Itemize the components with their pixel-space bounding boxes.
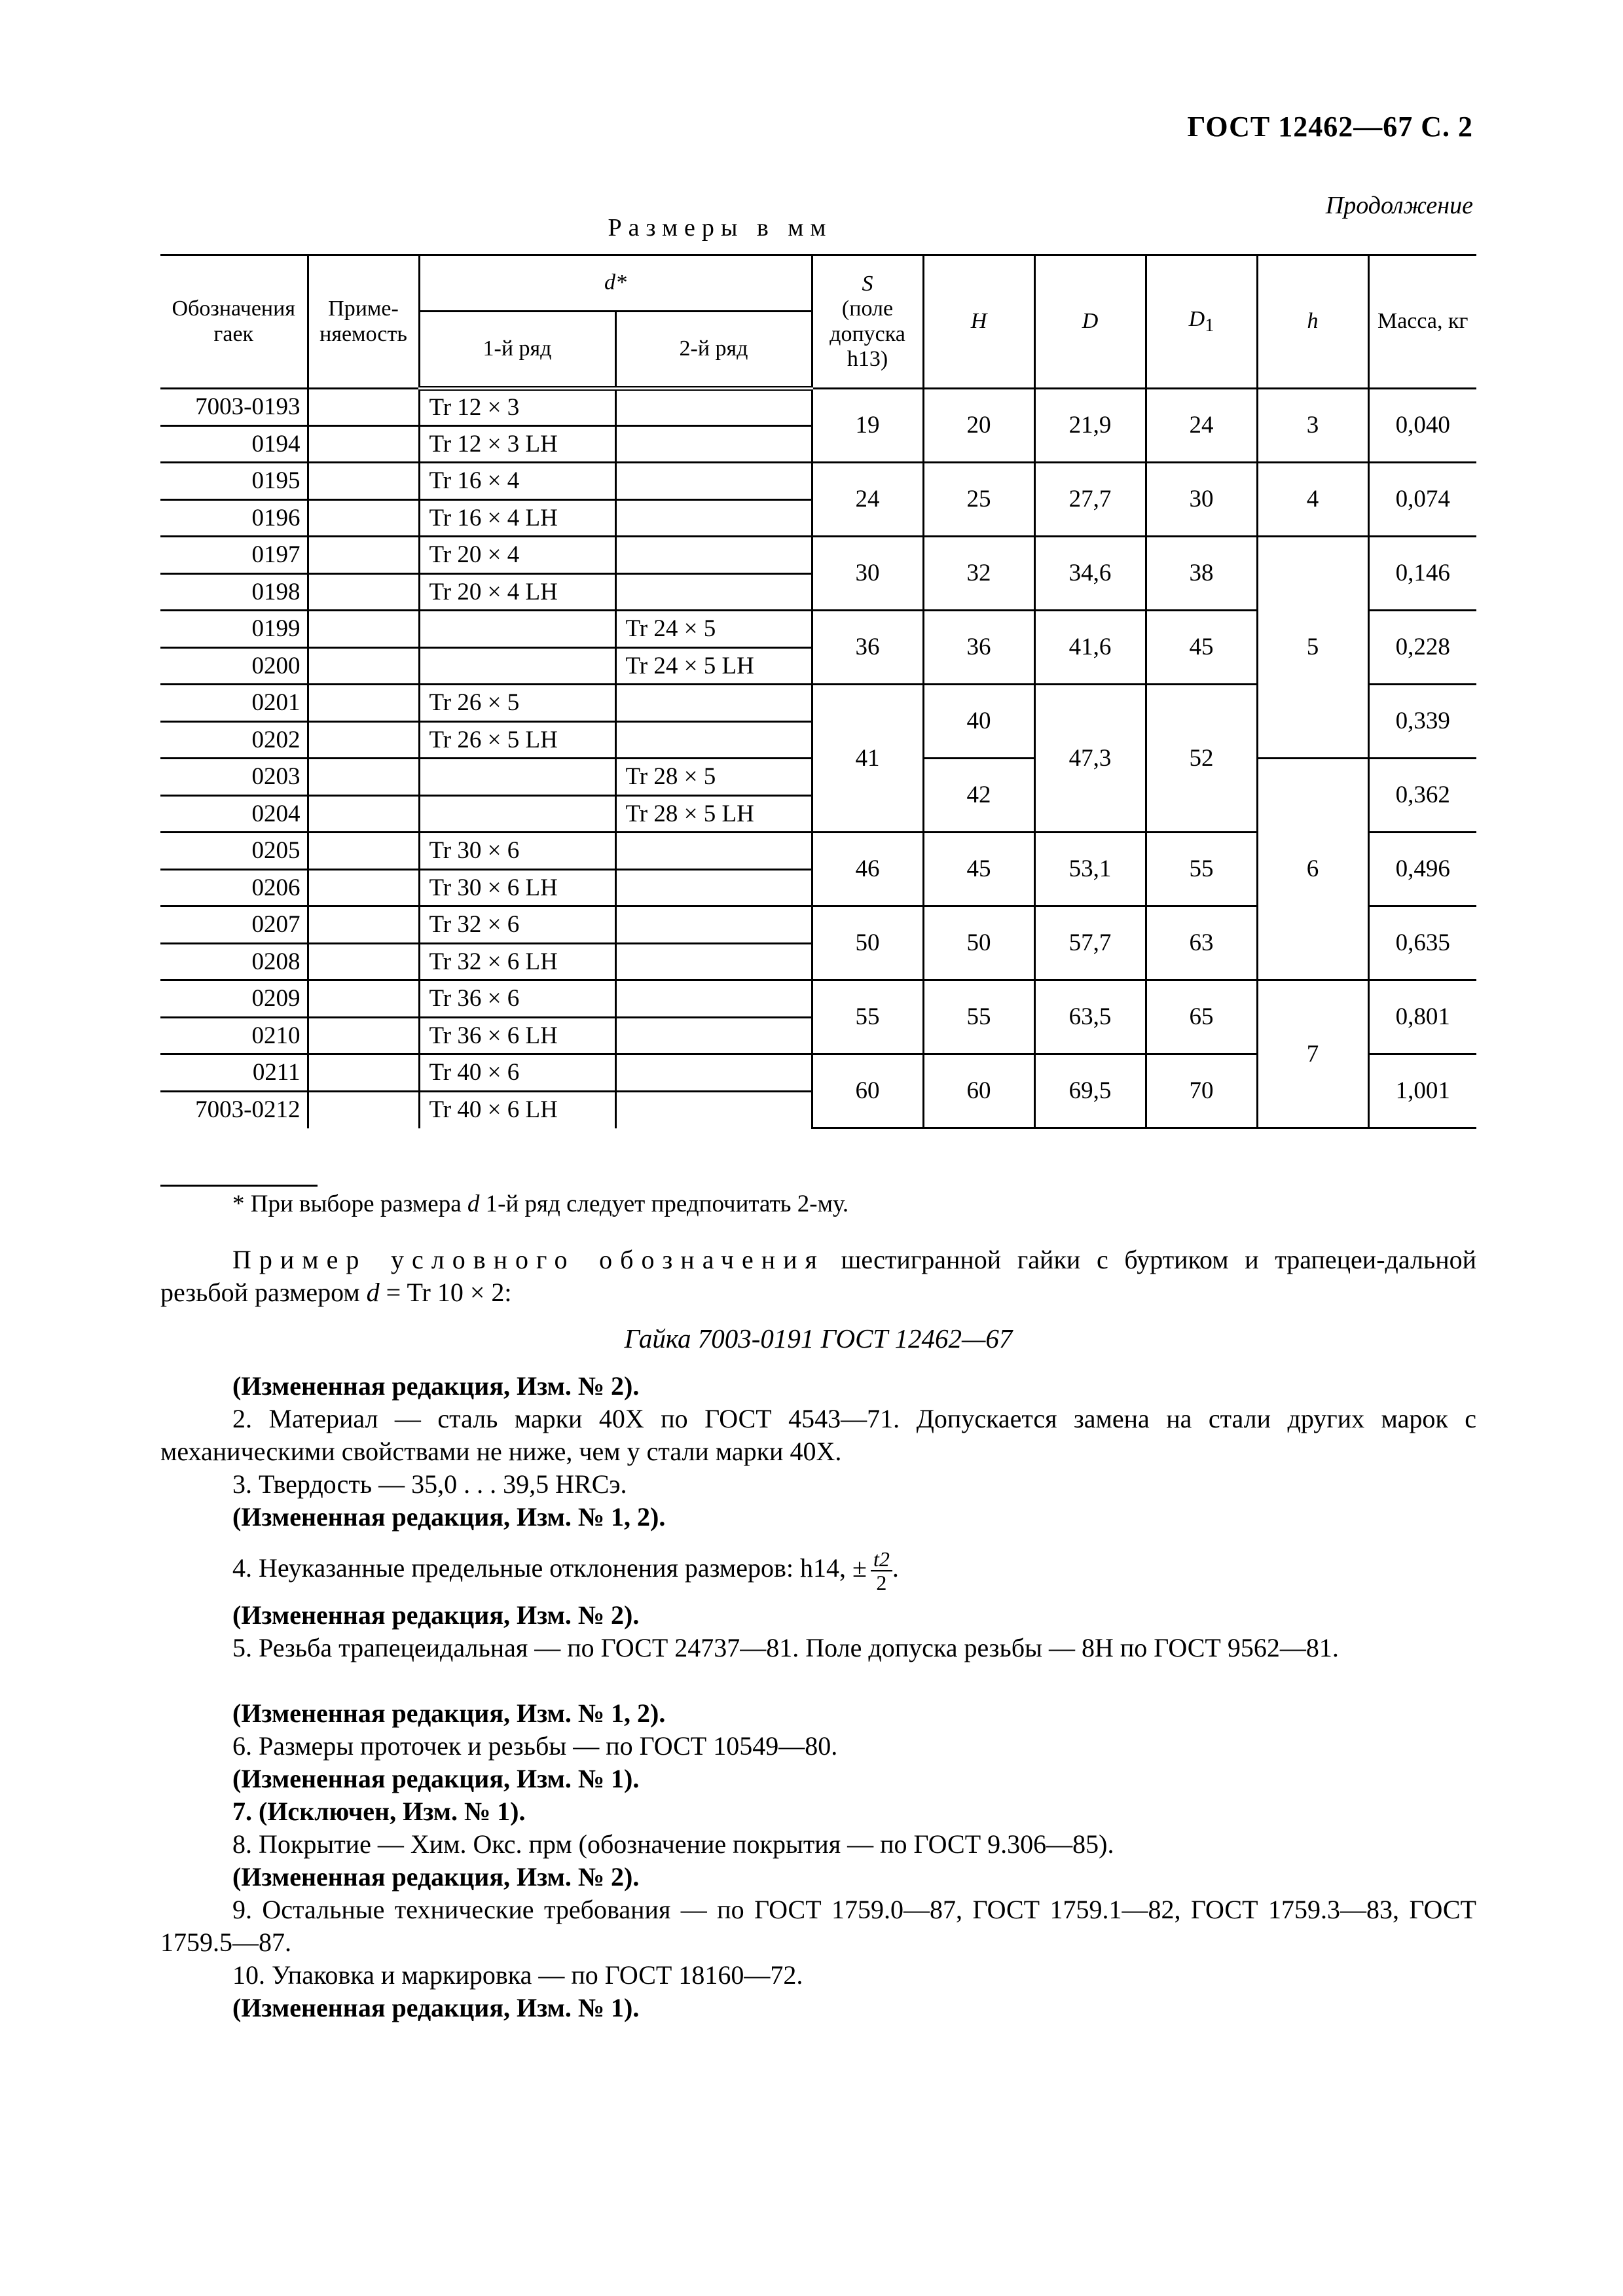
thread-row1-cell: Tr 12 × 3	[419, 389, 615, 426]
header-D1-symbol: D	[1188, 307, 1205, 332]
thread-row1-cell	[419, 795, 615, 833]
thread-row2-cell	[615, 389, 812, 426]
designation-cell: 0210	[160, 1017, 308, 1054]
designation-cell: 0200	[160, 647, 308, 685]
applicability-cell	[308, 721, 419, 759]
D-cell: 69,5	[1034, 1054, 1146, 1128]
designation-cell: 0194	[160, 425, 308, 463]
table-row	[160, 537, 1476, 574]
item-10: 10. Упаковка и маркировка — по ГОСТ 18160—72.	[232, 1960, 803, 1990]
header-designation: Обозначения гаек	[160, 255, 308, 389]
D-cell: 27,7	[1034, 463, 1146, 537]
thread-row2-cell	[615, 499, 812, 537]
example-text: шестигранной гайки с буртиком и трапецеи-дальной резьбой размером	[160, 1245, 1477, 1307]
mass-cell: 0,496	[1368, 833, 1476, 906]
thread-row1-cell: Tr 32 × 6 LH	[419, 943, 615, 980]
thread-row1-cell: Tr 32 × 6	[419, 906, 615, 944]
designation-cell: 0207	[160, 906, 308, 944]
s-cell: 24	[812, 463, 923, 537]
item-4	[232, 1548, 899, 1594]
thread-row2-cell: Tr 24 × 5	[615, 611, 812, 648]
designation-cell: 0196	[160, 499, 308, 537]
item-5: 5. Резьба трапецеидальная — по ГОСТ 24737—81. Поле допуска резьбы — 8H по ГОСТ 9562—81.	[232, 1633, 1339, 1662]
example-size: = Tr 10 × 2:	[386, 1278, 512, 1307]
thread-row1-cell: Tr 36 × 6 LH	[419, 1017, 615, 1054]
thread-row1-cell: Tr 30 × 6 LH	[419, 869, 615, 906]
item-9: 9. Остальные технические требования — по ГОСТ 1759.0—87, ГОСТ 1759.1—82, ГОСТ 1759.3—83, ГОСТ 1759.5—87.	[160, 1895, 1476, 1957]
fraction	[871, 1548, 892, 1594]
example-designation: Гайка 7003-0191 ГОСТ 12462—67	[624, 1323, 1013, 1354]
s-cell: 19	[812, 389, 923, 463]
mass-cell: 0,074	[1368, 463, 1476, 537]
thread-row1-cell: Tr 40 × 6	[419, 1054, 615, 1092]
thread-row2-cell	[615, 869, 812, 906]
edition-note: (Измененная редакция, Изм. № 1, 2).	[232, 1698, 666, 1728]
H-cell: 40	[923, 685, 1034, 759]
applicability-cell	[308, 1054, 419, 1092]
item-4-text: 4. Неуказанные предельные отклонения размеров: h14, ±	[232, 1553, 867, 1583]
thread-row2-cell: Tr 24 × 5 LH	[615, 647, 812, 685]
applicability-cell	[308, 795, 419, 833]
thread-row1-cell: Tr 40 × 6 LH	[419, 1091, 615, 1128]
thread-row2-cell	[615, 721, 812, 759]
H-cell: 55	[923, 980, 1034, 1054]
h-cell: 3	[1257, 389, 1368, 463]
applicability-cell	[308, 759, 419, 796]
D1-cell: 63	[1146, 906, 1257, 980]
applicability-cell	[308, 833, 419, 870]
designation-cell: 0205	[160, 833, 308, 870]
designation-cell: 0197	[160, 537, 308, 574]
thread-row2-cell: Tr 28 × 5	[615, 759, 812, 796]
edition-note: (Измененная редакция, Изм. № 1).	[232, 1993, 640, 2022]
header-s-note: (поле допуска h13)	[830, 296, 905, 371]
H-cell: 32	[923, 537, 1034, 611]
designation-cell: 0202	[160, 721, 308, 759]
H-cell: 25	[923, 463, 1034, 537]
D1-cell: 30	[1146, 463, 1257, 537]
D1-cell: 38	[1146, 537, 1257, 611]
mass-cell: 1,001	[1368, 1054, 1476, 1128]
s-cell: 36	[812, 611, 923, 685]
D-cell: 21,9	[1034, 389, 1146, 463]
designation-cell: 0209	[160, 980, 308, 1018]
designation-cell: 0195	[160, 463, 308, 500]
example-paragraph	[160, 1244, 1476, 1309]
s-cell: 60	[812, 1054, 923, 1128]
H-cell: 45	[923, 833, 1034, 906]
thread-row1-cell	[419, 647, 615, 685]
designation-cell: 7003-0193	[160, 389, 308, 426]
example-spaced-title: Пример условного обозначения	[232, 1245, 825, 1274]
item-3: 3. Твердость — 35,0 . . . 39,5 HRCэ.	[232, 1469, 627, 1499]
header-D1	[1146, 255, 1257, 389]
thread-row2-cell	[615, 537, 812, 574]
thread-row1-cell: Tr 36 × 6	[419, 980, 615, 1018]
fraction-numerator: t2	[871, 1548, 892, 1571]
footnote-d-symbol: d	[467, 1191, 480, 1217]
designation-cell: 0204	[160, 795, 308, 833]
designation-cell: 0211	[160, 1054, 308, 1092]
thread-row1-cell: Tr 12 × 3 LH	[419, 425, 615, 463]
header-row1: 1-й ряд	[419, 312, 615, 389]
thread-row2-cell	[615, 980, 812, 1018]
D1-cell: 55	[1146, 833, 1257, 906]
mass-cell: 0,146	[1368, 537, 1476, 611]
D1-cell: 45	[1146, 611, 1257, 685]
mass-cell: 0,339	[1368, 685, 1476, 759]
designation-cell: 7003-0212	[160, 1091, 308, 1128]
item-6: 6. Размеры проточек и резьбы — по ГОСТ 10549—80.	[232, 1731, 838, 1761]
header-s	[812, 255, 923, 389]
applicability-cell	[308, 943, 419, 980]
applicability-cell	[308, 463, 419, 500]
thread-row2-cell	[615, 943, 812, 980]
applicability-cell	[308, 425, 419, 463]
fraction-denominator: 2	[876, 1571, 887, 1594]
s-cell: 50	[812, 906, 923, 980]
header-row2: 2-й ряд	[615, 312, 812, 389]
applicability-cell	[308, 869, 419, 906]
mass-cell: 0,801	[1368, 980, 1476, 1054]
thread-row2-cell	[615, 833, 812, 870]
applicability-cell	[308, 906, 419, 944]
thread-row2-cell	[615, 906, 812, 944]
dimensions-caption: Размеры в мм	[608, 214, 833, 242]
footnote-divider	[160, 1185, 318, 1187]
H-cell: 20	[923, 389, 1034, 463]
H-cell: 60	[923, 1054, 1034, 1128]
header-h: h	[1257, 255, 1368, 389]
header-D1-subscript: 1	[1205, 315, 1214, 336]
D-cell: 47,3	[1034, 685, 1146, 833]
nut-dimensions-table	[160, 254, 1476, 1129]
s-cell: 41	[812, 685, 923, 833]
D-cell: 53,1	[1034, 833, 1146, 906]
designation-cell: 0201	[160, 685, 308, 722]
thread-row1-cell: Tr 20 × 4	[419, 537, 615, 574]
table-row	[160, 463, 1476, 500]
applicability-cell	[308, 499, 419, 537]
footnote-text: 1-й ряд следует предпочитать 2-му.	[485, 1191, 849, 1217]
applicability-cell	[308, 1091, 419, 1128]
thread-row2-cell	[615, 463, 812, 500]
D-cell: 41,6	[1034, 611, 1146, 685]
header-D: D	[1034, 255, 1146, 389]
D-cell: 34,6	[1034, 537, 1146, 611]
edition-note: (Измененная редакция, Изм. № 1, 2).	[232, 1502, 666, 1532]
thread-row1-cell: Tr 20 × 4 LH	[419, 573, 615, 611]
thread-row1-cell: Tr 26 × 5	[419, 685, 615, 722]
mass-cell: 0,228	[1368, 611, 1476, 685]
thread-row1-cell: Tr 16 × 4 LH	[419, 499, 615, 537]
H-cell: 50	[923, 906, 1034, 980]
mass-cell: 0,040	[1368, 389, 1476, 463]
example-d-symbol: d	[366, 1278, 380, 1307]
edition-note: (Измененная редакция, Изм. № 2).	[232, 1862, 640, 1892]
H-cell: 36	[923, 611, 1034, 685]
thread-row1-cell	[419, 611, 615, 648]
thread-row2-cell	[615, 1054, 812, 1092]
h-cell: 6	[1257, 759, 1368, 980]
table-row	[160, 389, 1476, 426]
header-applicability: Приме-няемость	[308, 255, 419, 389]
s-cell: 46	[812, 833, 923, 906]
D1-cell: 24	[1146, 389, 1257, 463]
applicability-cell	[308, 980, 419, 1018]
thread-row2-cell	[615, 425, 812, 463]
h-cell: 5	[1257, 537, 1368, 759]
designation-cell: 0208	[160, 943, 308, 980]
edition-note: (Измененная редакция, Изм. № 2).	[232, 1600, 640, 1630]
designation-cell: 0199	[160, 611, 308, 648]
mass-cell: 0,362	[1368, 759, 1476, 833]
designation-cell: 0206	[160, 869, 308, 906]
D-cell: 63,5	[1034, 980, 1146, 1054]
footnote	[232, 1190, 1476, 1218]
continuation-label: Продолжение	[1325, 192, 1473, 219]
h-cell: 4	[1257, 463, 1368, 537]
thread-row2-cell	[615, 573, 812, 611]
h-cell: 7	[1257, 980, 1368, 1128]
mass-cell: 0,635	[1368, 906, 1476, 980]
s-cell: 55	[812, 980, 923, 1054]
D1-cell: 52	[1146, 685, 1257, 833]
thread-row1-cell: Tr 26 × 5 LH	[419, 721, 615, 759]
D1-cell: 70	[1146, 1054, 1257, 1128]
applicability-cell	[308, 685, 419, 722]
header-H: H	[923, 255, 1034, 389]
s-cell: 30	[812, 537, 923, 611]
applicability-cell	[308, 573, 419, 611]
applicability-cell	[308, 389, 419, 426]
thread-row2-cell: Tr 28 × 5 LH	[615, 795, 812, 833]
item-4-end: .	[892, 1553, 899, 1583]
item-7: 7. (Исключен, Изм. № 1).	[232, 1797, 526, 1826]
table-row	[160, 980, 1476, 1018]
designation-cell: 0198	[160, 573, 308, 611]
D1-cell: 65	[1146, 980, 1257, 1054]
thread-row2-cell	[615, 1091, 812, 1128]
applicability-cell	[308, 537, 419, 574]
applicability-cell	[308, 647, 419, 685]
item-8: 8. Покрытие — Хим. Окс. прм (обозначение покрытия — по ГОСТ 9.306—85).	[232, 1829, 1114, 1859]
edition-note: (Измененная редакция, Изм. № 1).	[232, 1764, 640, 1793]
item-2: 2. Материал — сталь марки 40Х по ГОСТ 4543—71. Допускается замена на стали других марок с механическими свойствами не ниже, чем у стали марки 40Х.	[160, 1404, 1476, 1466]
edition-note: (Измененная редакция, Изм. № 2).	[232, 1371, 640, 1401]
footnote-lead: * При выборе размера	[232, 1191, 462, 1217]
thread-row2-cell	[615, 1017, 812, 1054]
thread-row1-cell: Tr 30 × 6	[419, 833, 615, 870]
thread-row2-cell	[615, 685, 812, 722]
H-cell: 42	[923, 759, 1034, 833]
header-d: d*	[419, 255, 812, 312]
page-header: ГОСТ 12462—67 С. 2	[1187, 111, 1473, 143]
thread-row1-cell: Tr 16 × 4	[419, 463, 615, 500]
thread-row1-cell	[419, 759, 615, 796]
applicability-cell	[308, 1017, 419, 1054]
designation-cell: 0203	[160, 759, 308, 796]
header-s-symbol: S	[862, 272, 873, 296]
applicability-cell	[308, 611, 419, 648]
header-mass: Масса, кг	[1368, 255, 1476, 389]
D-cell: 57,7	[1034, 906, 1146, 980]
